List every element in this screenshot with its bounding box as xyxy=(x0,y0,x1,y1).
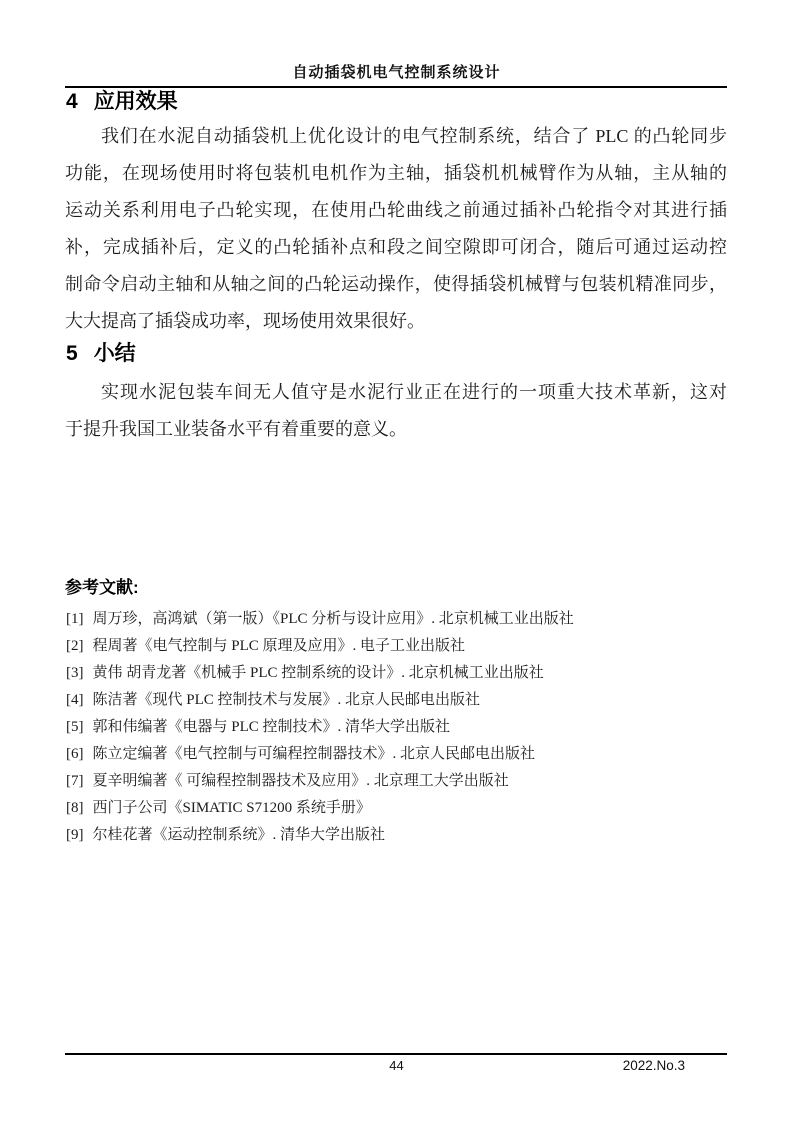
reference-item xyxy=(66,633,766,660)
issue-number: 2022.No.3 xyxy=(622,1058,685,1073)
reference-item xyxy=(66,795,766,822)
reference-item xyxy=(66,606,766,633)
reference-text: 陈立定编著《电气控制与可编程控制器技术》. 北京人民邮电出版社 xyxy=(92,746,536,762)
reference-item xyxy=(66,714,766,741)
page-number: 44 xyxy=(389,1058,404,1073)
reference-text: 黄伟 胡青龙著《机械手 PLC 控制系统的设计》. 北京机械工业出版社 xyxy=(92,665,544,681)
reference-text: 夏辛明编著《 可编程控制器技术及应用》. 北京理工大学出版社 xyxy=(92,773,509,789)
paragraph-line: 于提升我国工业装备水平有着重要的意义。 xyxy=(65,419,407,439)
paragraph-line: 实现水泥包装车间无人值守是水泥行业正在进行的一项重大技术革新，这对 xyxy=(101,382,727,402)
reference-text: 程周著《电气控制与 PLC 原理及应用》. 电子工业出版社 xyxy=(92,638,466,654)
section-4-title: 应用效果 xyxy=(93,90,178,113)
reference-item xyxy=(66,660,766,687)
section-4-paragraph xyxy=(65,118,727,340)
section-5-title: 小结 xyxy=(93,342,136,365)
reference-text: 郭和伟编著《电器与 PLC 控制技术》. 清华大学出版社 xyxy=(92,719,451,735)
reference-text: 西门子公司《SIMATIC S71200 系统手册》 xyxy=(92,800,371,816)
reference-text: 陈洁著《现代 PLC 控制技术与发展》. 北京人民邮电出版社 xyxy=(92,692,481,708)
section-5-heading xyxy=(66,340,136,368)
reference-text: 周万珍，高鸿斌（第一版）《PLC 分析与设计应用》. 北京机械工业出版社 xyxy=(92,611,574,627)
references-heading: 参考文献: xyxy=(65,578,139,597)
reference-index: [9] xyxy=(66,827,84,843)
section-4-heading xyxy=(66,88,178,116)
reference-index: [3] xyxy=(66,665,84,681)
reference-item xyxy=(66,741,766,768)
reference-index: [8] xyxy=(66,800,84,816)
reference-index: [6] xyxy=(66,746,84,762)
running-header-title: 自动插袋机电气控制系统设计 xyxy=(292,65,501,81)
footer-divider xyxy=(65,1053,727,1055)
reference-item xyxy=(66,822,766,849)
references-list xyxy=(66,606,766,849)
reference-item xyxy=(66,768,766,795)
paragraph-line: 我们在水泥自动插袋机上优化设计的电气控制系统，结合了 PLC 的凸轮同步 xyxy=(101,126,727,146)
paragraph-line: 功能，在现场使用时将包装机电机作为主轴，插袋机机械臂作为从轴，主从轴的 xyxy=(65,163,727,183)
section-5-number: 5 xyxy=(66,342,78,365)
reference-index: [1] xyxy=(66,611,84,627)
section-5-paragraph xyxy=(65,374,727,448)
paragraph-line: 大大提高了插袋成功率，现场使用效果很好。 xyxy=(65,311,425,331)
reference-item xyxy=(66,687,766,714)
paragraph-line: 制命令启动主轴和从轴之间的凸轮运动操作，使得插袋机械臂与包装机精准同步， xyxy=(65,274,727,294)
reference-index: [5] xyxy=(66,719,84,735)
reference-index: [2] xyxy=(66,638,84,654)
reference-index: [4] xyxy=(66,692,84,708)
reference-text: 尔桂花著《运动控制系统》. 清华大学出版社 xyxy=(92,827,386,843)
paragraph-line: 补，完成插补后，定义的凸轮插补点和段之间空隙即可闭合，随后可通过运动控 xyxy=(65,237,727,257)
paragraph-line: 运动关系利用电子凸轮实现，在使用凸轮曲线之前通过插补凸轮指令对其进行插 xyxy=(65,200,727,220)
reference-index: [7] xyxy=(66,773,84,789)
section-4-number: 4 xyxy=(66,90,78,113)
